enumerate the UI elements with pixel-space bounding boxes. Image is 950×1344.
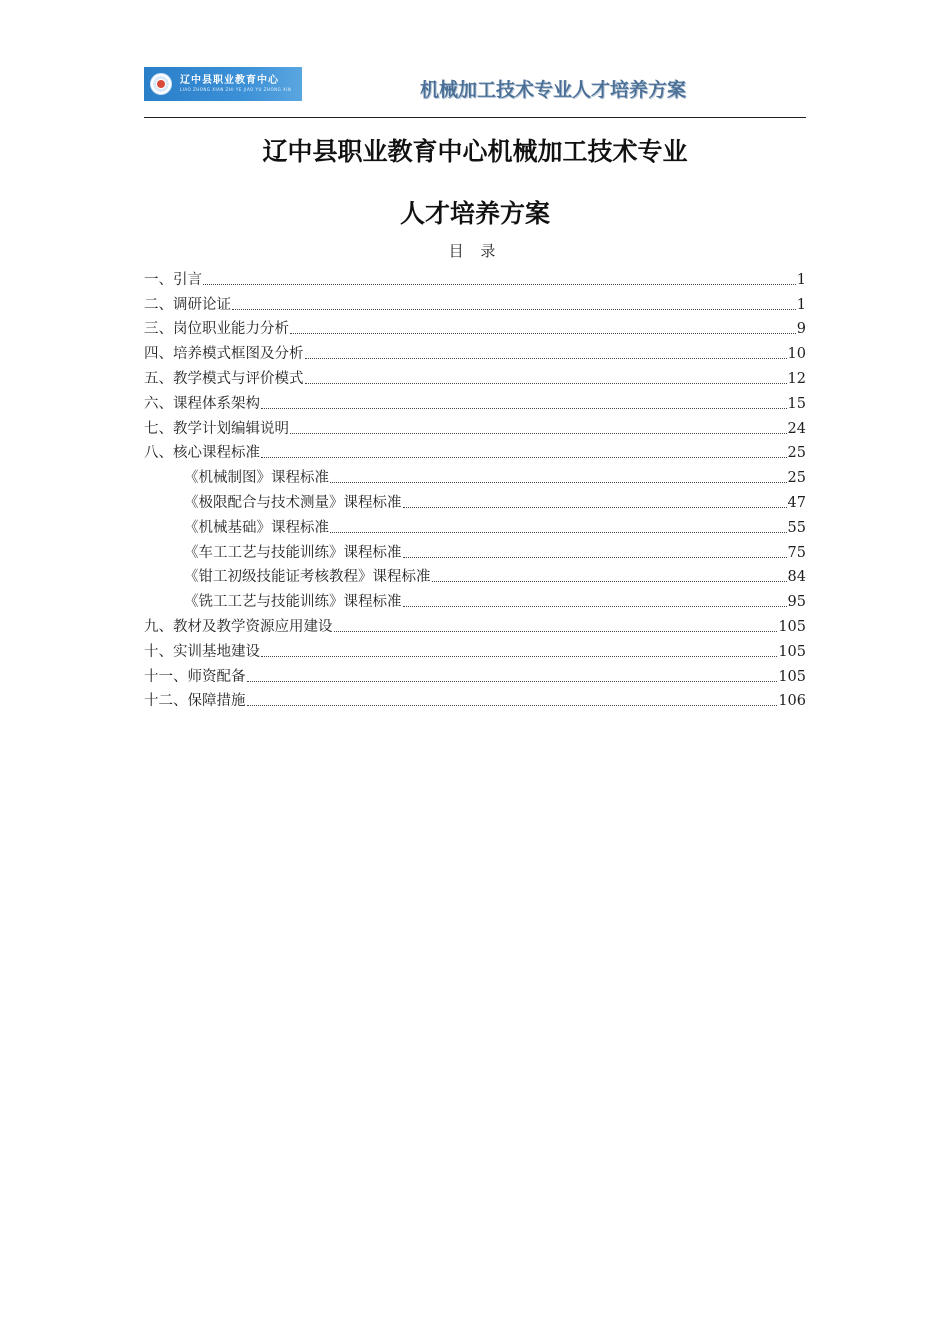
toc-entry-label: 七、教学计划编辑说明: [144, 420, 289, 437]
toc-entry-page-number: 25: [787, 445, 806, 462]
toc-dot-leader: [261, 457, 787, 458]
logo-subtext: LIAO ZHONG XIAN ZHI YE JIAO YU ZHONG XIN: [180, 87, 292, 92]
toc-dot-leader: [203, 284, 796, 285]
toc-entry-page-number: 15: [787, 395, 806, 412]
toc-dot-leader: [247, 705, 778, 706]
toc-entry[interactable]: [144, 438, 806, 463]
toc-entry[interactable]: [144, 661, 806, 686]
toc-entry-page-number: 1: [796, 296, 806, 313]
school-logo: [144, 67, 302, 101]
toc-dot-leader: [432, 581, 787, 582]
toc-entry[interactable]: [144, 537, 806, 562]
toc-entry-page-number: 12: [787, 370, 806, 387]
toc-entry[interactable]: [144, 314, 806, 339]
toc-entry-label: 《机械基础》课程标准: [184, 519, 329, 536]
toc-dot-leader: [305, 383, 787, 384]
toc-entry-label: 三、岗位职业能力分析: [144, 321, 289, 338]
document-title-line-2: 人才培养方案: [399, 199, 550, 228]
toc-entry-label: 十一、师资配备: [144, 668, 246, 685]
toc-entry[interactable]: [144, 363, 806, 388]
toc-dot-leader: [330, 482, 787, 483]
toc-entry[interactable]: [144, 462, 806, 487]
toc-dot-leader: [261, 656, 777, 657]
toc-entry-label: 二、调研论证: [144, 296, 231, 313]
toc-heading: 目 录: [448, 242, 502, 260]
toc-entry-page-number: 1: [796, 271, 806, 288]
toc-dot-leader: [232, 309, 796, 310]
toc-entry-page-number: 25: [787, 470, 806, 487]
toc-entry-label: 《钳工初级技能证考核教程》课程标准: [184, 569, 431, 586]
toc-entry[interactable]: [144, 388, 806, 413]
toc-entry-page-number: 55: [787, 519, 806, 536]
toc-entry[interactable]: [144, 686, 806, 711]
toc-entry-label: 八、核心课程标准: [144, 445, 260, 462]
toc-entry[interactable]: [144, 512, 806, 537]
toc-dot-leader: [330, 532, 787, 533]
toc-entry-label: 一、引言: [144, 271, 202, 288]
toc-entry[interactable]: [144, 562, 806, 587]
toc-entry-page-number: 106: [778, 693, 806, 710]
toc-entry-label: 十二、保障措施: [144, 693, 246, 710]
school-seal-icon: [150, 73, 172, 95]
running-header-title: 机械加工技术专业人才培养方案: [420, 79, 687, 101]
toc-entry[interactable]: [144, 338, 806, 363]
toc-entry-label: 四、培养模式框图及分析: [144, 346, 304, 363]
toc-entry[interactable]: [144, 636, 806, 661]
toc-entry-page-number: 84: [787, 569, 806, 586]
toc-entry-page-number: 9: [796, 321, 806, 338]
toc-dot-leader: [334, 631, 778, 632]
toc-entry-label: 《极限配合与技术测量》课程标准: [184, 494, 402, 511]
toc-entry-page-number: 105: [778, 668, 806, 685]
toc-entry[interactable]: [144, 264, 806, 289]
header-divider: [144, 117, 806, 118]
toc-entry-label: 十、实训基地建设: [144, 643, 260, 660]
toc-entry-label: 五、教学模式与评价模式: [144, 370, 304, 387]
logo-text: 辽中县职业教育中心: [180, 75, 279, 86]
toc-entry[interactable]: [144, 586, 806, 611]
toc-entry-page-number: 24: [787, 420, 806, 437]
toc-entry-page-number: 10: [787, 346, 806, 363]
toc-dot-leader: [247, 681, 778, 682]
toc-entry-label: 九、教材及教学资源应用建设: [144, 618, 333, 635]
toc-entry[interactable]: [144, 413, 806, 438]
toc-entry-label: 《铣工工艺与技能训练》课程标准: [184, 594, 402, 611]
toc-entry-page-number: 105: [778, 618, 806, 635]
toc-entry-page-number: 95: [787, 594, 806, 611]
toc-entry-page-number: 75: [787, 544, 806, 561]
toc-dot-leader: [305, 358, 787, 359]
toc-dot-leader: [403, 606, 787, 607]
toc-dot-leader: [261, 408, 787, 409]
toc-entry-label: 六、课程体系架构: [144, 395, 260, 412]
toc-entry-page-number: 105: [778, 643, 806, 660]
toc-entry[interactable]: [144, 487, 806, 512]
toc-dot-leader: [403, 557, 787, 558]
toc-dot-leader: [290, 333, 796, 334]
toc-dot-leader: [403, 507, 787, 508]
document-title-line-1: 辽中县职业教育中心机械加工技术专业: [262, 137, 688, 166]
toc-dot-leader: [290, 433, 787, 434]
toc-entry[interactable]: [144, 289, 806, 314]
toc-entry-label: 《机械制图》课程标准: [184, 470, 329, 487]
toc-entry-label: 《车工工艺与技能训练》课程标准: [184, 544, 402, 561]
toc-entry[interactable]: [144, 611, 806, 636]
table-of-contents: [144, 264, 806, 710]
toc-entry-page-number: 47: [787, 494, 806, 511]
